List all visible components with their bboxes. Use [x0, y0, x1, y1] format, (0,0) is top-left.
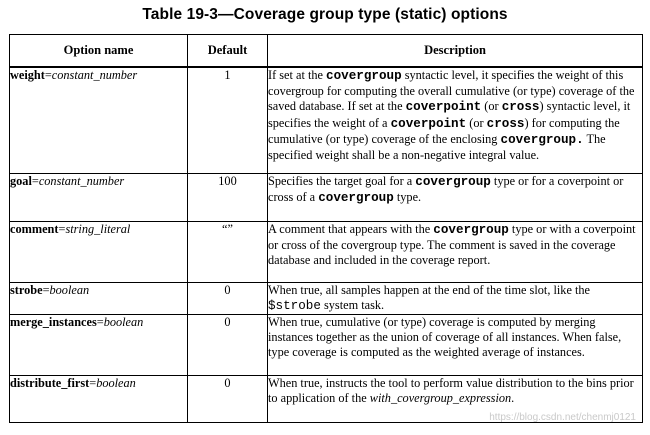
table-row	[10, 221, 643, 282]
option-name-cell	[10, 173, 188, 221]
code-keyword: covergroup.	[500, 132, 584, 147]
watermark: https://blog.csdn.net/chenmj0121	[489, 412, 636, 423]
description-cell	[268, 314, 643, 375]
options-table	[9, 34, 643, 423]
option-value-type: boolean	[96, 375, 136, 390]
description-text: If set at the	[268, 68, 327, 82]
description-text: type.	[393, 189, 422, 204]
code-keyword: covergroup	[318, 190, 394, 205]
code-keyword: cross	[486, 116, 525, 131]
default-value-cell: 1	[188, 67, 268, 173]
option-name-cell	[10, 282, 188, 314]
option-equals: =	[96, 314, 104, 329]
description-text: ) for computing the cumulative (or type) coverage of the enclosing	[268, 115, 620, 146]
code-keyword: covergroup	[415, 174, 491, 189]
description-cell	[268, 282, 643, 314]
default-value-cell: 0	[188, 375, 268, 422]
option-keyword: goal	[10, 173, 32, 188]
table-row	[10, 173, 643, 221]
code-keyword: cross	[501, 100, 540, 115]
option-keyword: distribute_first	[10, 375, 90, 390]
option-value-type: string_literal	[65, 221, 131, 236]
option-value-type: boolean	[103, 314, 144, 329]
option-keyword: comment	[10, 221, 59, 236]
description-cell	[268, 221, 643, 282]
option-name-cell	[10, 67, 188, 173]
option-equals: =	[42, 282, 50, 297]
default-value-cell: “”	[188, 221, 268, 282]
code-keyword: covergroup	[433, 222, 509, 237]
option-name-cell	[10, 375, 188, 422]
header-description: Description	[268, 35, 643, 68]
option-name-cell	[10, 314, 188, 375]
option-keyword: strobe	[10, 282, 43, 297]
description-text: Specifies the target goal for a	[268, 173, 416, 188]
table-title: Table 19-3—Coverage group type (static) options	[142, 6, 508, 23]
option-name-cell	[10, 221, 188, 282]
description-text: type or for a coverpoint or cross of a	[268, 173, 624, 204]
description-text: When true, cumulative (or type) coverage is computed by merging instances together as the union of coverage of all instances. When false, type coverage is computed as the weighted average of instances.	[268, 314, 622, 360]
option-keyword: weight	[10, 68, 45, 82]
description-text: with_covergroup_expression	[369, 391, 512, 406]
table-body	[10, 67, 643, 422]
description-text: The specified weight shall be a non-negative integral value.	[268, 131, 606, 163]
description-text: When true, instructs the tool to perform value distribution to the bins prior to application of the	[268, 375, 634, 406]
description-text: .	[511, 391, 515, 406]
description-cell	[268, 173, 643, 221]
code-keyword: covergroup	[326, 69, 402, 83]
table-row	[10, 314, 643, 375]
description-text: system task.	[320, 297, 385, 312]
option-equals: =	[89, 375, 97, 390]
description-text: syntactic level, it specifies the weight of this covergroup for computing the overall cumulative (or type) coverage of the saved database. If set at the	[268, 68, 635, 114]
description-text: type or with a coverpoint or cross of the covergroup type. The comment is saved in the coverage database and included in the coverage report.	[268, 221, 636, 267]
default-value-cell: 0	[188, 314, 268, 375]
table-header-row	[10, 35, 643, 68]
default-value-cell: 100	[188, 173, 268, 221]
code-text: $strobe	[268, 298, 321, 313]
code-keyword: coverpoint	[405, 100, 482, 115]
option-value-type: boolean	[49, 282, 90, 297]
option-equals: =	[31, 173, 39, 188]
table-row	[10, 282, 643, 314]
header-option-name: Option name	[10, 35, 188, 68]
description-cell	[268, 67, 643, 173]
description-text: ) syntactic level, it specifies the weight of a	[268, 99, 631, 130]
default-value-cell: 0	[188, 282, 268, 314]
description-text: A comment that appears with the	[268, 221, 434, 236]
option-equals: =	[44, 68, 52, 82]
description-text: (or	[481, 99, 502, 114]
description-text: When true, all samples happen at the end of the time slot, like the	[268, 282, 591, 297]
header-default: Default	[188, 35, 268, 68]
code-keyword: coverpoint	[390, 116, 467, 131]
option-value-type: constant_number	[38, 173, 125, 188]
option-keyword: merge_instances	[10, 314, 97, 329]
table-row	[10, 67, 643, 173]
option-value-type: constant_number	[51, 68, 138, 82]
option-equals: =	[58, 221, 66, 236]
description-text: (or	[466, 115, 487, 130]
